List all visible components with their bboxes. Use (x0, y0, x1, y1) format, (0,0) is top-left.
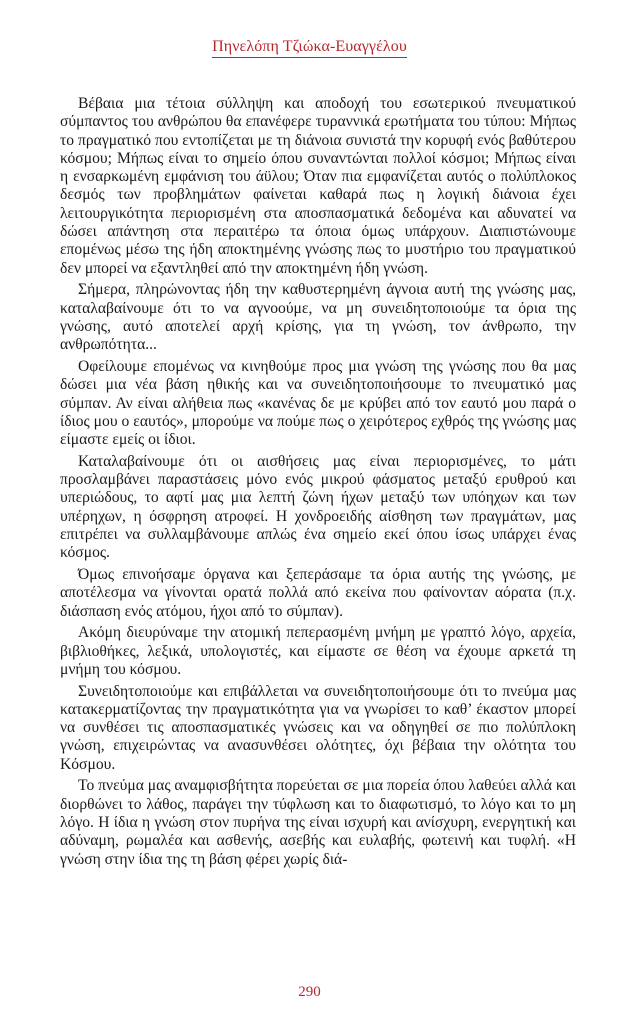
paragraph-5: Όμως επινοήσαμε όργανα και ξεπεράσαμε τα όρια αυτής της γνώσης, με αποτέλεσμα να γίνονται ορατά πολλά από εκείνα που φαίνονταν αόρατα (π.χ. διάσπαση ενός ατόμου, ήχοι από το σύμπαν). (60, 565, 576, 620)
paragraph-6: Ακόμη διευρύναμε την ατομική πεπερασμένη μνήμη με γραπτό λόγο, αρχεία, βιβλιοθήκες, λεξικά, υπολογιστές, και είμαστε σε θέση να έχουμε αρκετά τη μνήμη του κόσμου. (60, 624, 576, 678)
paragraph-1: Βέβαια μια τέτοια σύλληψη και αποδοχή του εσωτερικού πνευματικού σύμπαντος του ανθρώπου θα επανέφερε τυραννικά ερωτήματα του τύπου: Μήπως το πραγματικό που εντοπίζεται με τη διάνοια συνιστά την κορυφή ενός βαθύτερου κόσμου; Μήπως είναι το σημείο όπου συναντώνται πολλοί κόσμοι; Μήπως είναι η ενσαρκωμένη εμφάνιση του άϋλου; Όταν πια εμφανίζεται αυτός ο πολύπλοκος δεσμός των προβλημάτων φαίνεται καθαρά πως η λογική διάνοια έχει λειτουργικότητα περιορισμένη στα αποσπασματικά δεδομένα και αδυνατεί να δώσει απάντηση στα περαιτέρω τα όποια όμως υπάρχουν. Διαπιστώνουμε επομένως μέσω της ήδη αποκτημένης γνώσης πως το μυστήριο του πραγματικού δεν μπορεί να εξαντληθεί από την αποκτημένη ήδη γνώση. (60, 95, 576, 277)
paragraph-4: Καταλαβαίνουμε ότι οι αισθήσεις μας είναι περιορισμένες, το μάτι προσλαμβάνει παραστάσεις μόνο ενός μικρού φάσματος μεταξύ ερυθρού και υπεριώδους, το αφτί μας μια λεπτή ζώνη ήχων μεταξύ των υπόηχων και των υπέρηχων, η όσφρηση ατροφεί. Η χονδροειδής αίσθηση των πραγμάτων, μας επιτρέπει να συλλαμβάνουμε απλώς ένα σημείο εκεί όπου ίσως υπάρχει ένας κόσμος. (60, 452, 576, 562)
page-body (60, 95, 576, 872)
paragraph-7: Συνειδητοποιούμε και επιβάλλεται να συνειδητοποιήσουμε ότι το πνεύμα μας κατακερματίζοντας την πραγματικότητα για να γνωρίσει το καθ’ έκαστον μπορεί να συνθέσει τις αποσπασματικές γνώσεις και να οδηγηθεί σε πιο πολύπλοκη γνώση, επιχειρώντας να ανασυνθέσει ολότητες, όχι βέβαια την ολότητα του Κόσμου. (60, 682, 576, 773)
paragraph-3: Οφείλουμε επομένως να κινηθούμε προς μια γνώση της γνώσης που θα μας δώσει μια νέα βάση ηθικής και να συνειδητοποιήσουμε το πνευματικό μας σύμπαν. Αν είναι αλήθεια πως «κανένας δε με κρύβει από τον εαυτό μου παρά ο ίδιος μου ο εαυτός», μπορούμε να πούμε πως ο χειρότερος εχθρός της γνώσης μας είμαστε εμείς οι ίδιοι. (60, 357, 576, 449)
page-number: 290 (298, 984, 321, 1000)
paragraph-8: Το πνεύμα μας αναμφισβήτητα πορεύεται σε μια πορεία όπου λαθεύει αλλά και διορθώνει το λάθος, παράγει την τύφλωση και το διαφωτισμό, το λόγο και το μη λόγο. Η ίδια η γνώση στον πυρήνα της είναι ισχυρή και ανίσχυρη, ενεργητική και αδύναμη, ρωμαλέα και ασθενής, ασεβής και ευλαβής, φωτεινή και τυφλή. «Η γνώση στην ίδια της τη βάση φέρει χωρίς διά- (60, 777, 576, 868)
paragraph-2: Σήμερα, πληρώνοντας ήδη την καθυστερημένη άγνοια αυτή της γνώσης μας, καταλαβαίνουμε ότι το να αγνοούμε, να μη συνειδητοποιούμε τα όρια της γνώσης, αυτό αποτελεί αρχή κρίσης, για τη γνώση, τον άνθρωπο, την ανθρωπότητα... (60, 281, 576, 354)
running-header (0, 38, 619, 58)
running-title: Πηνελόπη Τζιώκα-Ευαγγέλου (212, 38, 407, 58)
